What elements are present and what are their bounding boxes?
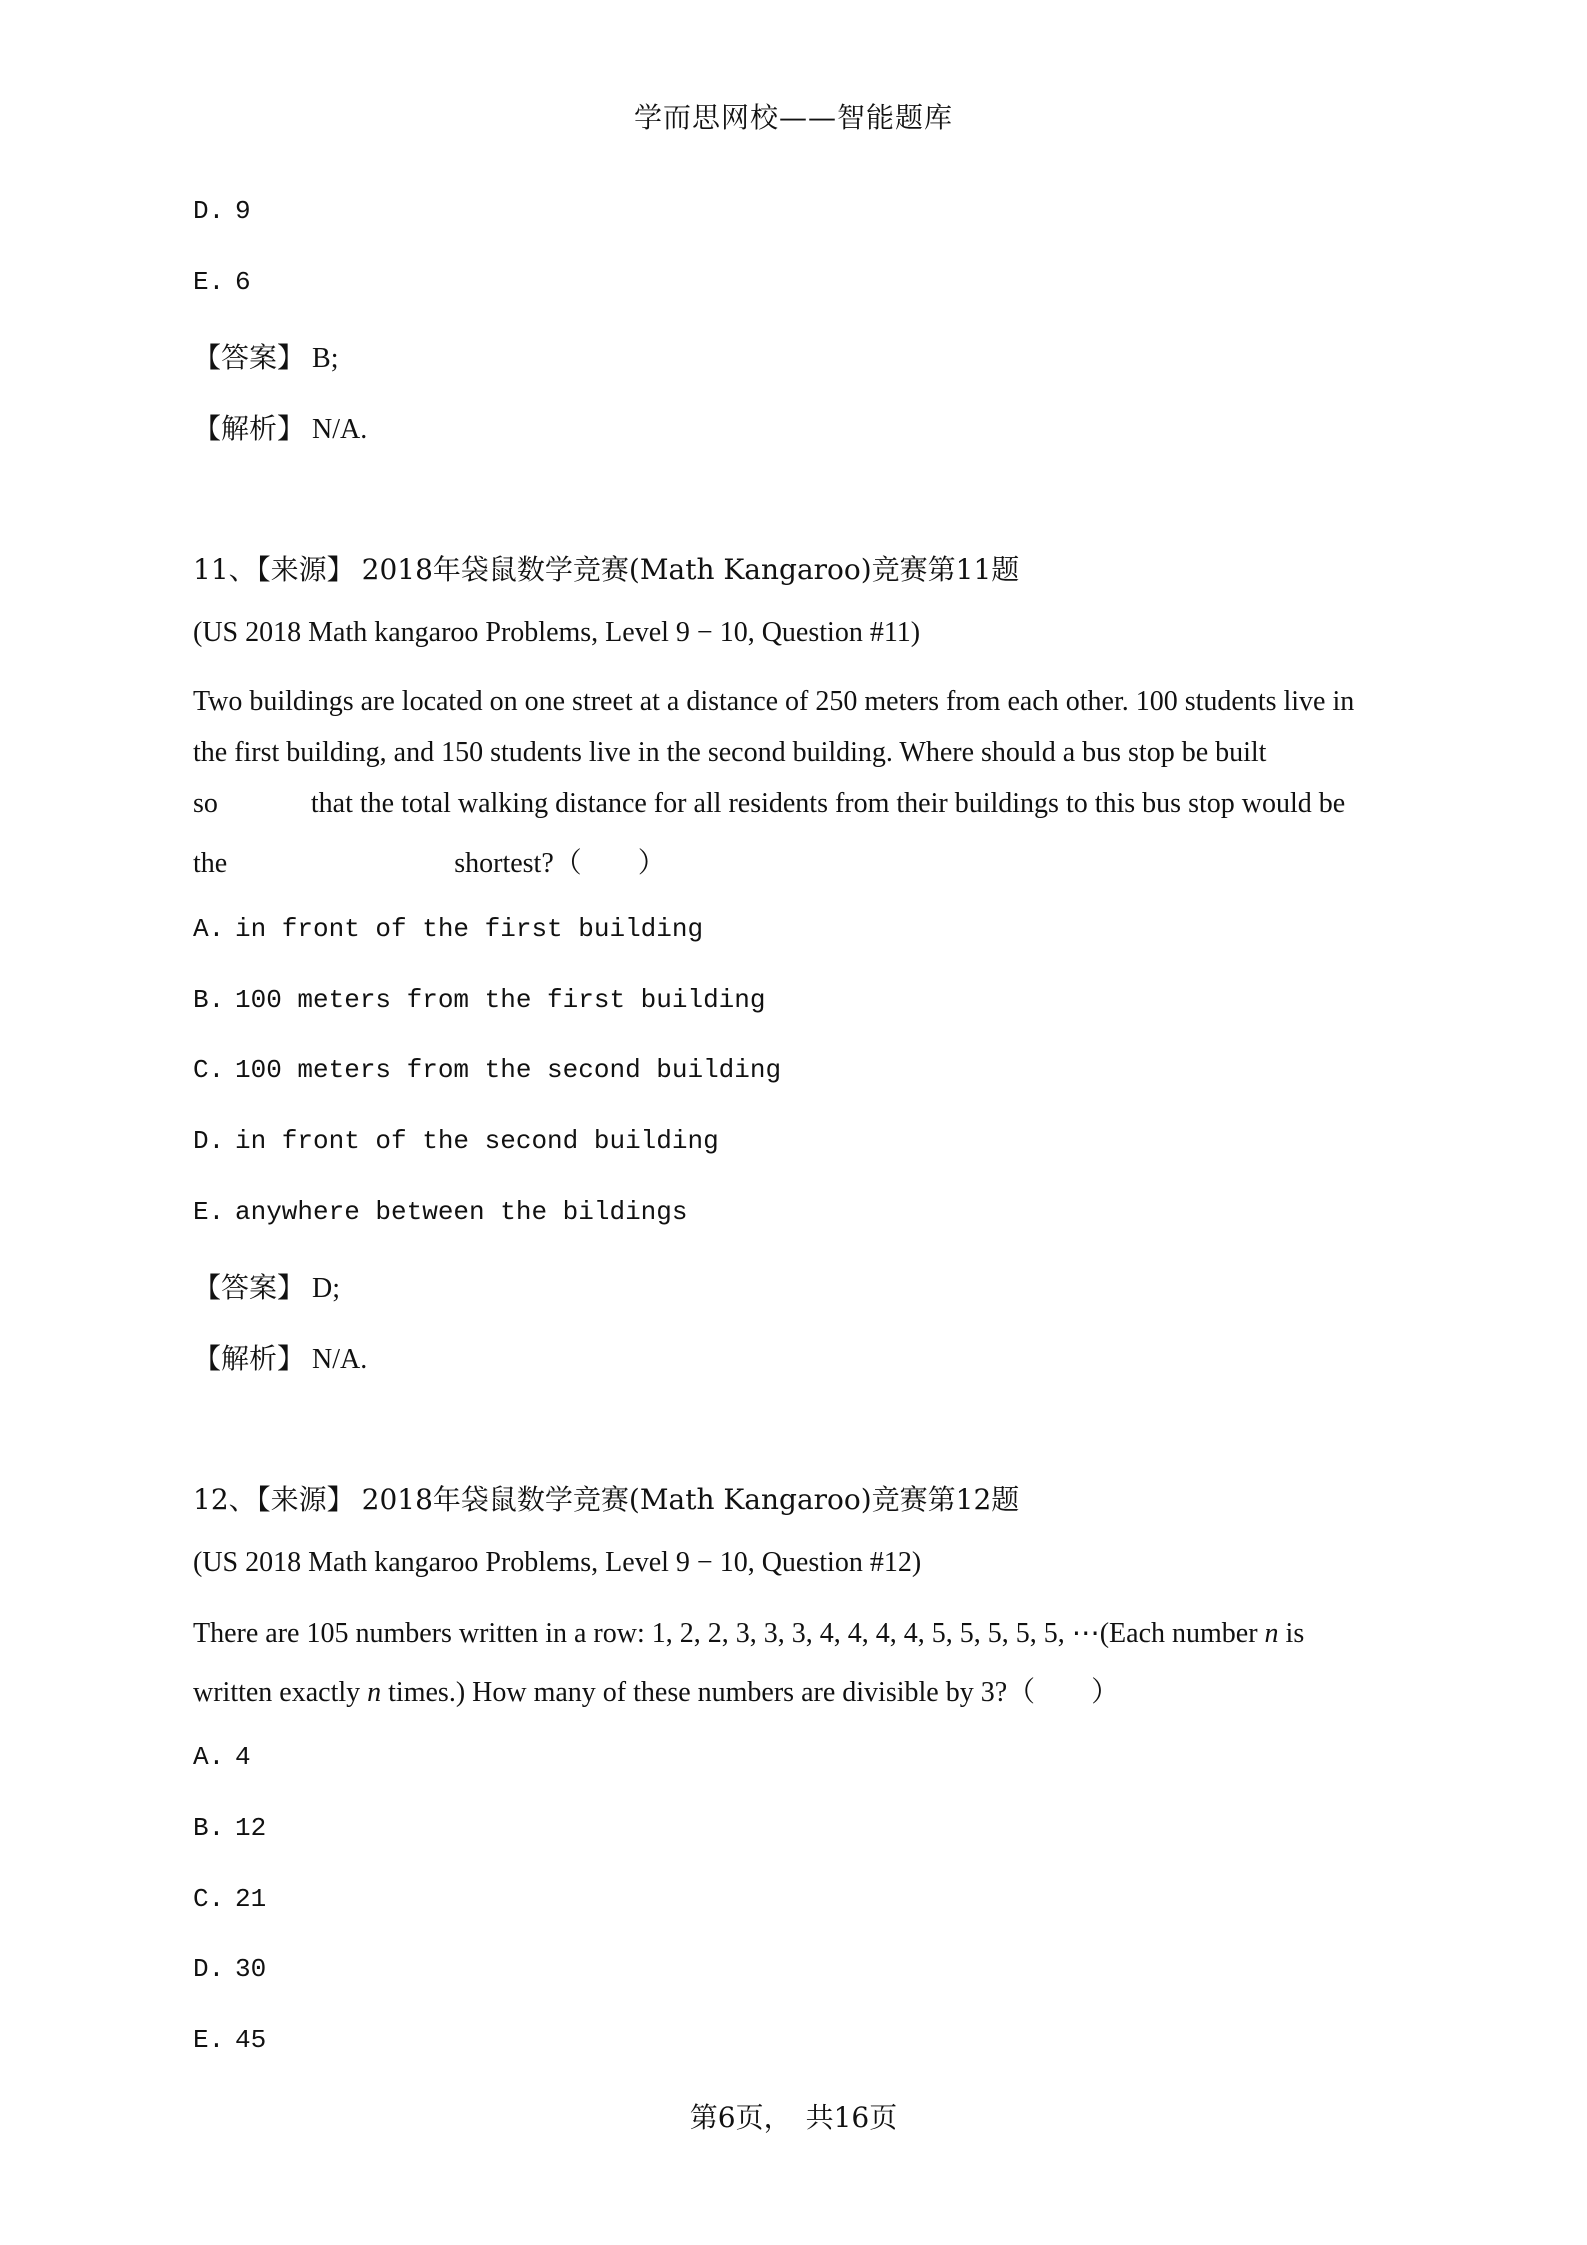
question-11-analysis: 【解析】 N/A. (193, 1342, 368, 1375)
question-12-option-d: D. 30 (193, 1954, 267, 1984)
question-11-stem-line: Two buildings are located on one street at a distance of 250 meters from each other. 100 students live in (193, 686, 1355, 717)
analysis-line: 【解析】 N/A. (193, 412, 368, 445)
question-12-reference: (US 2018 Math kangaroo Problems, Level 9 − 10, Question #12) (193, 1547, 922, 1578)
question-12-stem-line: There are 105 numbers written in a row: 1, 2, 2, 3, 3, 3, 4, 4, 4, 4, 5, 5, 5, 5, 5, ⋯(Each number n is (193, 1618, 1305, 1649)
question-11-answer: 【答案】 D; (193, 1271, 341, 1304)
page-header: 学而思网校——智能题库 (633, 101, 953, 134)
answer-line: 【答案】 B; (193, 341, 339, 374)
page-footer: 第6页， 共16页 (689, 2101, 898, 2134)
question-11-option-c: C. 100 meters from the second building (193, 1055, 782, 1085)
question-11-stem-line: so that the total walking distance for all residents from their buildings to this bus stop would be (193, 788, 1346, 819)
question-11-stem-line: the shortest?（ ） (193, 848, 666, 879)
question-11-option-b: B. 100 meters from the first building (193, 985, 766, 1015)
question-12-source: 12、【来源】 2018年袋鼠数学竞赛(Math Kangaroo)竞赛第12题 (193, 1483, 1020, 1516)
option-e: E. 6 (193, 267, 251, 297)
question-11-option-a: A. in front of the first building (193, 914, 704, 944)
question-11-option-e: E. anywhere between the bildings (193, 1197, 688, 1227)
question-12-option-c: C. 21 (193, 1884, 267, 1914)
option-d: D. 9 (193, 196, 251, 226)
question-12-option-e: E. 45 (193, 2025, 267, 2055)
question-12-stem-line: written exactly n times.) How many of these numbers are divisible by 3?（ ） (193, 1677, 1120, 1708)
question-11-source: 11、【来源】 2018年袋鼠数学竞赛(Math Kangaroo)竞赛第11题 (193, 553, 1020, 586)
question-12-option-b: B. 12 (193, 1813, 267, 1843)
question-11-option-d: D. in front of the second building (193, 1126, 719, 1156)
question-11-reference: (US 2018 Math kangaroo Problems, Level 9 − 10, Question #11) (193, 617, 921, 648)
question-11-stem-line: the first building, and 150 students live in the second building. Where should a bus stop be built (193, 737, 1267, 768)
question-12-option-a: A. 4 (193, 1742, 251, 1772)
